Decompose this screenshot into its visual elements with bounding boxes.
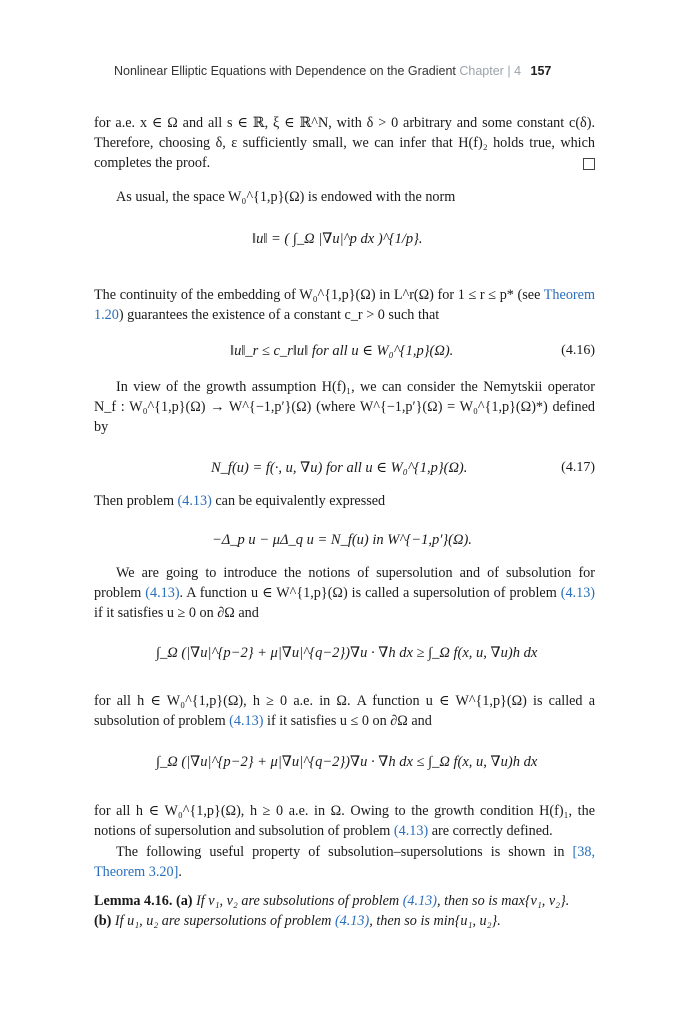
paragraph-text: are correctly defined. <box>431 823 553 839</box>
lemma-part-b <box>94 911 595 931</box>
paragraph-text: for a.e. x ∈ Ω and all s ∈ ℝ, ξ ∈ ℝ^N, with δ > 0 arbitrary and some constant c(δ). Therefore, choosing δ, ε sufficiently small, we can infer that H(f)₂ holds true, which completes the proof. <box>94 115 595 171</box>
equation-text: ∫_Ω (|∇u|^{p−2} + μ|∇u|^{q−2})∇u · ∇h dx ≤ ∫_Ω f(x, u, ∇u)h dx <box>156 754 538 770</box>
lemma-4-16 <box>94 891 595 931</box>
equation-link[interactable]: (4.13) <box>393 823 429 839</box>
equation-text: ‖u‖_r ≤ c_r‖u‖ for all u ∈ W₀^{1,p}(Ω). <box>230 343 454 359</box>
equation-tag: (4.17) <box>561 460 595 475</box>
paragraph-subsolution <box>94 691 595 731</box>
paragraph-well-defined <box>94 801 595 841</box>
paragraph-text: . <box>178 864 182 880</box>
lemma-part-label: (b) <box>94 913 112 929</box>
paragraph-norm-intro <box>94 187 595 207</box>
equation-4-17 <box>94 452 595 488</box>
equation-link[interactable]: (4.13) <box>145 585 180 601</box>
equation-text: N_f(u) = f(·, u, ∇u) for all u ∈ W₀^{1,p}(Ω). <box>211 460 468 476</box>
paragraph-text: for all h ∈ W₀^{1,p}(Ω), h ≥ 0 a.e. in Ω. A function u ∈ W^{1,p}(Ω) is called a subsolution of problem <box>94 693 595 729</box>
paragraph-text: The continuity of the embedding of W₀^{1,p}(Ω) in L^r(Ω) for 1 ≤ r ≤ p* (see <box>94 287 541 303</box>
lemma-text: , then so is min{u₁, u₂}. <box>369 913 501 929</box>
paragraph-equivalent <box>94 491 595 511</box>
lemma-text: If v₁, v₂ are subsolutions of problem <box>196 893 400 909</box>
paragraph-supersolution <box>94 563 595 623</box>
paragraph-embedding <box>94 285 595 325</box>
citation-link[interactable]: [38, Theorem 3.20] <box>94 844 595 880</box>
equation-link[interactable]: (4.13) <box>229 713 264 729</box>
lemma-text: If u₁, u₂ are supersolutions of problem <box>114 913 332 929</box>
equation-text: ∫_Ω (|∇u|^{p−2} + μ|∇u|^{q−2})∇u · ∇h dx ≥ ∫_Ω f(x, u, ∇u)h dx <box>156 645 538 661</box>
chapter-label: Chapter <box>459 64 504 78</box>
header-separator: | <box>507 64 511 78</box>
paragraph-text: can be equivalently expressed <box>215 493 386 509</box>
equation-tag: (4.16) <box>561 343 595 358</box>
equation-subsolution <box>94 746 595 786</box>
equation-4-16 <box>94 335 595 371</box>
equation-link[interactable]: (4.13) <box>402 893 437 909</box>
equation-text: ‖u‖ = ( ∫_Ω |∇u|^p dx )^{1/p}. <box>252 231 423 247</box>
qed-icon <box>583 158 595 170</box>
equation-text: −Δ_p u − μΔ_q u = N_f(u) in W^{−1,p′}(Ω). <box>212 532 472 548</box>
paragraph-text: In view of the growth assumption H(f)₁, we can consider the Nemytskii operator N_f : W₀^{1,p}(Ω) → W^{−1,p′}(Ω) (where W^{−1,p′}(Ω) = W₀^{1,p}(Ω)*) defined by <box>94 379 595 435</box>
lemma-part-label: (a) <box>175 893 193 909</box>
page-number: 157 <box>530 64 552 78</box>
equation-link[interactable]: (4.13) <box>560 585 596 601</box>
paragraph-text: We are going to introduce the notions of supersolution and of subsolution for problem <box>94 565 595 601</box>
paragraph-text: if it satisfies u ≤ 0 on ∂Ω and <box>267 713 432 729</box>
equation-supersolution <box>94 637 595 677</box>
lemma-text: , then so is max{v₁, v₂}. <box>436 893 570 909</box>
paragraph-text: As usual, the space W₀^{1,p}(Ω) is endowed with the norm <box>116 189 456 205</box>
lemma-part-a <box>94 891 595 911</box>
running-header <box>114 64 596 84</box>
equation-link[interactable]: (4.13) <box>334 913 370 929</box>
paragraph-text: for all h ∈ W₀^{1,p}(Ω), h ≥ 0 a.e. in Ω. Owing to the growth condition H(f)₁, the notions of supersolution and subsolution of problem <box>94 803 595 839</box>
paragraph-text: The following useful property of subsolution–supersolutions is shown in <box>116 844 565 860</box>
equation-problem <box>94 522 595 558</box>
theorem-link[interactable]: Theorem 1.20 <box>94 287 595 323</box>
chapter-number: 4 <box>514 64 522 78</box>
paragraph-proof-end <box>94 113 595 173</box>
paragraph-text: Then problem <box>94 493 174 509</box>
paragraph-property <box>94 842 595 882</box>
paragraph-text: ) guarantees the existence of a constant c_r > 0 such that <box>118 307 440 323</box>
running-title: Nonlinear Elliptic Equations with Dependence on the Gradient <box>114 64 456 78</box>
paragraph-text: if it satisfies u ≥ 0 on ∂Ω and <box>94 605 259 621</box>
paragraph-text: . A function u ∈ W^{1,p}(Ω) is called a supersolution of problem <box>179 585 557 601</box>
paragraph-nemytskii <box>94 377 595 437</box>
equation-link[interactable]: (4.13) <box>177 493 212 509</box>
lemma-title: Lemma 4.16. <box>94 893 173 909</box>
equation-norm <box>94 225 595 269</box>
